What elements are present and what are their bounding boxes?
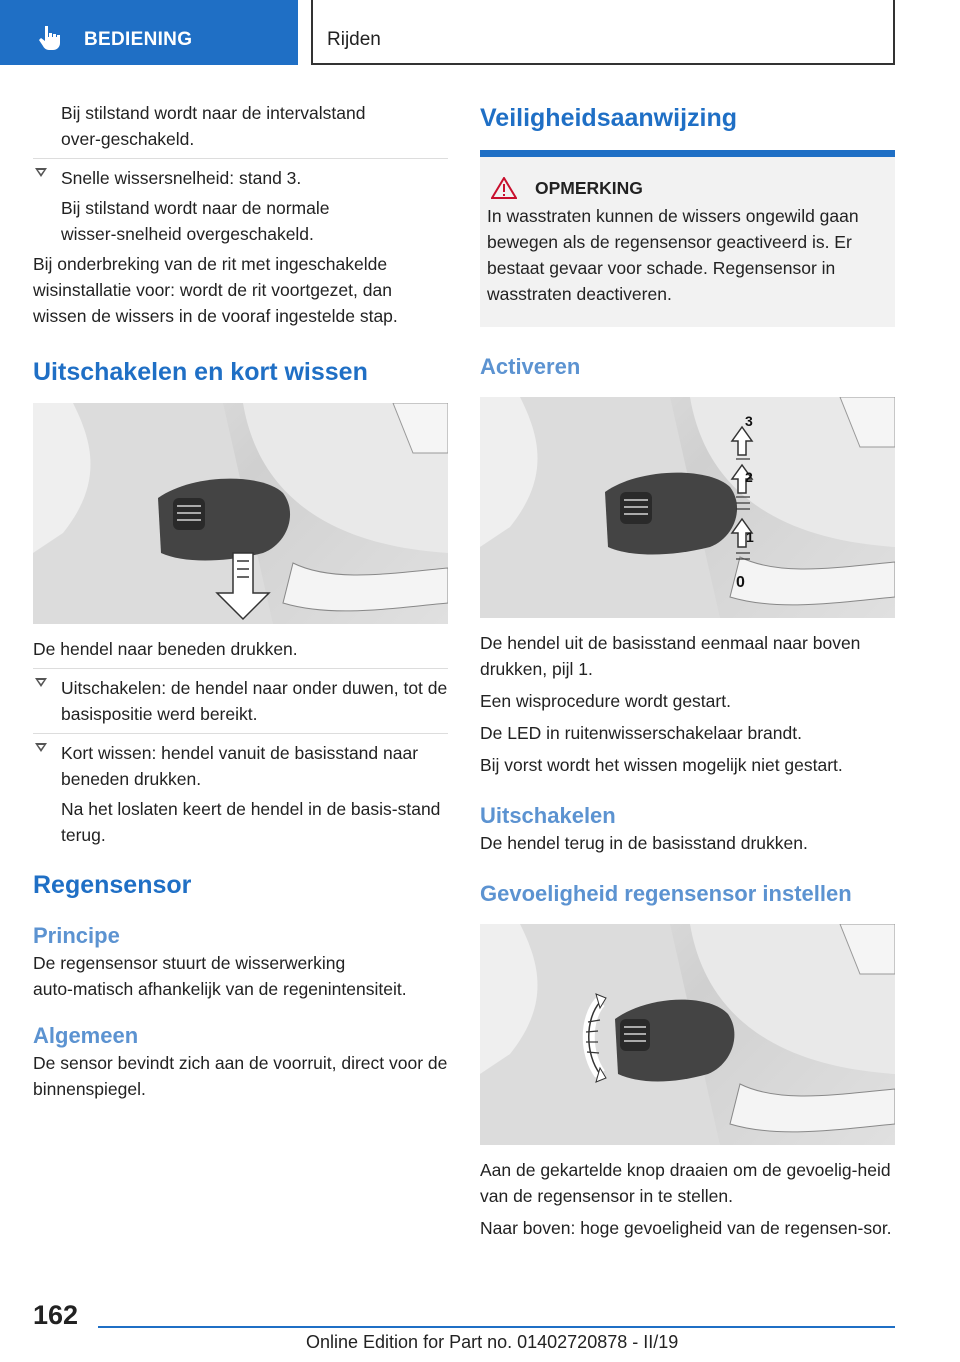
warning-title: OPMERKING xyxy=(535,177,643,198)
bullet-triangle-icon xyxy=(35,743,47,752)
paragraph: De LED in ruitenwisserschakelaar brandt. xyxy=(480,723,802,743)
lever-position-label: 3 xyxy=(745,413,753,429)
list-item xyxy=(33,158,448,247)
warning-box xyxy=(480,150,895,327)
warning-header xyxy=(487,177,887,199)
figure-lever-down xyxy=(33,403,448,624)
list-item-subtext: Bij stilstand wordt naar de normale wisser‑snelheid overgeschakeld. xyxy=(61,198,330,244)
paragraph: Een wisprocedure wordt gestart. xyxy=(480,691,731,711)
page-number: 162 xyxy=(33,1300,79,1330)
heading-uitschakelen-right: Uitschakelen xyxy=(480,803,616,828)
paragraph: De regensensor stuurt de wisserwerking auto‑matisch afhankelijk van de regenintensiteit. xyxy=(33,953,407,999)
lever-position-label: 1 xyxy=(746,529,754,545)
list-item xyxy=(33,668,448,727)
chapter-header xyxy=(311,0,895,65)
paragraph: De sensor bevindt zich aan de voorruit, direct voor de binnenspiegel. xyxy=(33,1053,448,1099)
heading-regensensor: Regensensor xyxy=(33,871,192,899)
paragraph: De hendel uit de basisstand eenmaal naar boven drukken, pijl 1. xyxy=(480,633,861,679)
lever-position-label: 2 xyxy=(745,469,753,485)
heading-principe: Principe xyxy=(33,923,120,948)
hand-pointer-icon xyxy=(36,24,64,52)
right-column xyxy=(480,100,895,1241)
left-column xyxy=(33,100,448,1102)
footer-edition: Online Edition for Part no. 01402720878 - II/19 xyxy=(306,1332,679,1352)
lever-position-label: 0 xyxy=(736,574,745,591)
figure-lever-positions xyxy=(480,397,895,618)
heading-algemeen: Algemeen xyxy=(33,1023,139,1048)
paragraph: Aan de gekartelde knop draaien om de gevoelig‑heid van de regensensor in te stellen. xyxy=(480,1160,891,1206)
footer-divider xyxy=(98,1326,895,1328)
paragraph: De hendel naar beneden drukken. xyxy=(33,639,298,659)
list-item-subtext: Na het loslaten keert de hendel in de basis‑stand terug. xyxy=(61,799,441,845)
knurled-knob-illustration xyxy=(480,924,895,1145)
paragraph: Naar boven: hoge gevoeligheid van de regensen‑sor. xyxy=(480,1218,892,1238)
section-title: BEDIENING xyxy=(84,29,193,50)
warning-triangle-icon xyxy=(491,177,517,199)
lever-illustration xyxy=(33,403,448,624)
chapter-title: Rijden xyxy=(327,29,381,50)
list-item-text: Uitschakelen: de hendel naar onder duwen, tot de basispositie werd bereikt. xyxy=(61,678,448,724)
paragraph: Bij stilstand wordt naar de intervalstand over‑geschakeld. xyxy=(61,103,366,149)
heading-uitschakelen: Uitschakelen en kort wissen xyxy=(33,358,368,386)
warning-text: In wasstraten kunnen de wissers ongewild gaan bewegen als de regensensor geactiveerd is. Er bestaat gevaar voor schade. Regensensor in wasstraten deactiveren. xyxy=(487,206,859,304)
list-item-text: Kort wissen: hendel vanuit de basisstand naar beneden drukken. xyxy=(61,743,419,789)
heading-activeren: Activeren xyxy=(480,354,581,379)
bullet-triangle-icon xyxy=(35,168,47,177)
paragraph: De hendel terug in de basisstand drukken. xyxy=(480,833,808,853)
lever-positions-illustration xyxy=(480,397,895,618)
list-item-text: Snelle wissersnelheid: stand 3. xyxy=(61,168,302,188)
figure-knurled-knob xyxy=(480,924,895,1145)
list-item xyxy=(33,733,448,848)
paragraph: Bij onderbreking van de rit met ingeschakelde wisinstallatie voor: wordt de rit voortgezet, dan wissen de wissers in de vooraf ingestelde stap. xyxy=(33,254,398,326)
heading-gevoeligheid: Gevoeligheid regensensor instellen xyxy=(480,881,852,906)
bullet-triangle-icon xyxy=(35,678,47,687)
heading-veiligheid: Veiligheidsaanwijzing xyxy=(480,104,738,132)
section-tab[interactable] xyxy=(0,0,298,65)
paragraph: Bij vorst wordt het wissen mogelijk niet gestart. xyxy=(480,755,843,775)
